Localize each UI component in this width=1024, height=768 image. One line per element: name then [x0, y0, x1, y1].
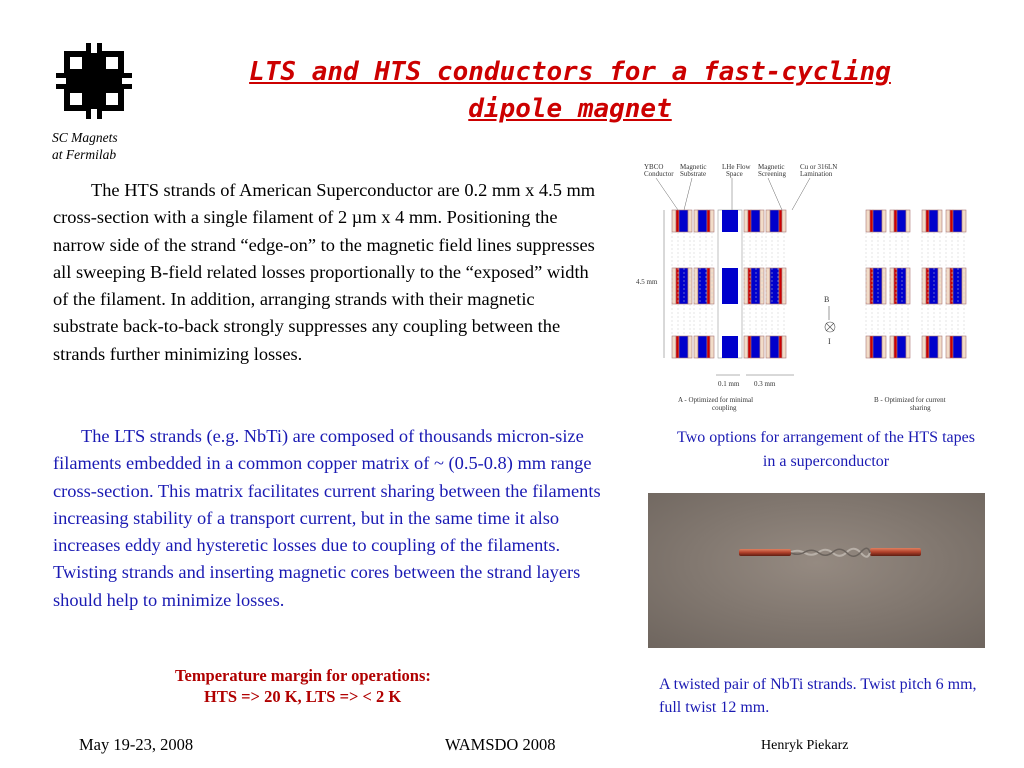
label-option-b: B - Optimized for current sharing	[874, 396, 946, 412]
tape-layer	[870, 268, 873, 304]
tape-layer	[953, 210, 962, 232]
tape-layer	[760, 210, 764, 232]
label-dim2: 0.3 mm	[754, 380, 776, 388]
tape-layer	[926, 336, 929, 358]
tape-layer	[676, 210, 679, 232]
label-option-a: A - Optimized for minimal coupling	[678, 396, 754, 412]
tape-layer	[950, 210, 953, 232]
tape-layer	[906, 210, 910, 232]
label-dim1: 0.1 mm	[718, 380, 740, 388]
tape-layer	[950, 336, 953, 358]
tape-layer	[710, 210, 714, 232]
label-b-field: B	[824, 295, 830, 304]
logo-caption	[52, 129, 118, 163]
tape-layer	[782, 336, 786, 358]
tape-layer	[894, 268, 897, 304]
tape-layer	[962, 210, 966, 232]
lts-paragraph	[53, 423, 601, 614]
tape-layer	[890, 268, 894, 304]
temperature-margin-line1: Temperature margin for operations:	[175, 666, 431, 685]
tape-layer	[707, 210, 710, 232]
tape-layer	[722, 210, 738, 232]
footer-date: May 19-23, 2008	[79, 735, 194, 754]
tape-layer	[698, 268, 707, 304]
tape-layer	[953, 336, 962, 358]
tape-layer	[953, 268, 962, 304]
tape-layer	[770, 268, 779, 304]
tape-layer	[873, 210, 882, 232]
tape-layer	[679, 336, 688, 358]
tape-layer	[938, 210, 942, 232]
tape-layer	[938, 336, 942, 358]
tape-layer	[882, 336, 886, 358]
tape-layer	[922, 336, 926, 358]
tape-layer	[748, 210, 751, 232]
tape-layer	[950, 268, 953, 304]
tape-layer	[744, 268, 748, 304]
tape-layer	[873, 268, 882, 304]
tape-layer	[707, 268, 710, 304]
tape-layer	[751, 336, 760, 358]
fermilab-logo-icon	[56, 43, 132, 119]
hts-paragraph-text: The HTS strands of American Superconductor are 0.2 mm x 4.5 mm cross-section with a single filament of 2 µm x 4 mm. Positioning the narrow side of the strand “edge-on” to the magnetic field lines suppresses all sweeping B-field related losses proportionally to the “exposed” width of the filament. In addition, arranging strands with their magnetic substrate back-to-back strongly suppresses any coupling between the strands further minimizing losses.	[53, 180, 596, 364]
label-cu: Cu or 316LN Lamination	[800, 163, 838, 178]
tape-layer	[766, 210, 770, 232]
tape-layer	[779, 210, 782, 232]
tape-layer	[698, 210, 707, 232]
tape-layer	[897, 336, 906, 358]
tape-layer	[698, 336, 707, 358]
tape-layer	[710, 336, 714, 358]
tape-layer	[962, 336, 966, 358]
tape-layer	[946, 336, 950, 358]
tape-layer	[946, 268, 950, 304]
tape-layer	[751, 268, 760, 304]
tape-layer	[694, 210, 698, 232]
tape-layer	[897, 268, 906, 304]
tape-layer	[760, 336, 764, 358]
label-ybco: YBCO Conductor	[644, 163, 674, 178]
photo-caption: A twisted pair of NbTi strands. Twist pitch 6 mm, full twist 12 mm.	[659, 676, 977, 716]
footer-conference: WAMSDO 2008	[445, 735, 556, 754]
tape-layer	[882, 210, 886, 232]
tape-layer	[748, 268, 751, 304]
tape-layer	[926, 268, 929, 304]
tape-layer	[770, 210, 779, 232]
tape-layer	[866, 210, 870, 232]
lts-paragraph-text: The LTS strands (e.g. NbTi) are composed of thousands micron-size filaments embedded in a common copper matrix of ~ (0.5-0.8) mm range cross-section. This matrix facilitates current sharing between the filaments increasing stability of a transport current, but in the same time it also increases eddy and hysteretic losses due to coupling of the filaments. Twisting strands and inserting magnetic cores between the strand layers should help to minimize losses.	[53, 426, 601, 610]
tape-layer	[922, 268, 926, 304]
tape-layer	[894, 210, 897, 232]
tape-layer	[744, 336, 748, 358]
tape-layer	[676, 268, 679, 304]
diagram-caption: Two options for arrangement of the HTS tapes in a superconductor	[677, 429, 975, 470]
tape-layer	[679, 268, 688, 304]
tape-layer	[694, 268, 698, 304]
tape-layer	[751, 210, 760, 232]
tape-layer	[770, 336, 779, 358]
tape-layer	[870, 336, 873, 358]
tape-layer	[722, 268, 738, 304]
tape-layer	[679, 210, 688, 232]
hts-paragraph	[53, 177, 599, 368]
tape-layer	[779, 268, 782, 304]
tape-layer	[766, 268, 770, 304]
tape-layer	[906, 336, 910, 358]
label-screening: Magnetic Screening	[758, 163, 786, 178]
tape-layer	[866, 268, 870, 304]
tape-layer	[897, 210, 906, 232]
tape-layer	[929, 210, 938, 232]
tape-layer	[929, 268, 938, 304]
logo-caption-line1: SC Magnets	[52, 130, 118, 145]
tape-layer	[890, 210, 894, 232]
tape-layer	[672, 336, 676, 358]
temperature-margin	[175, 665, 431, 707]
label-current: I	[828, 337, 831, 346]
tape-layer	[870, 210, 873, 232]
tape-layer	[672, 210, 676, 232]
tape-layer	[748, 336, 751, 358]
tape-layer	[946, 210, 950, 232]
label-substrate: Magnetic Substrate	[680, 163, 707, 178]
tape-layer	[873, 336, 882, 358]
twisted-pair-photo	[648, 493, 985, 648]
footer-author: Henryk Piekarz	[761, 738, 849, 753]
tape-layer	[890, 336, 894, 358]
tape-layer	[922, 210, 926, 232]
tape-layer	[707, 336, 710, 358]
tape-layer	[722, 336, 738, 358]
title-line2: dipole magnet	[468, 94, 672, 124]
tape-layer	[672, 268, 676, 304]
label-height: 4.5 mm	[636, 278, 658, 286]
tape-layer	[688, 210, 692, 232]
title-line1: LTS and HTS conductors for a fast-cycling	[249, 57, 891, 87]
slide-title	[170, 54, 970, 128]
tape-layer	[676, 336, 679, 358]
tape-layer	[929, 336, 938, 358]
tape-layer	[866, 336, 870, 358]
tape-layer	[744, 210, 748, 232]
temperature-margin-line2: HTS => 20 K, LTS => < 2 K	[204, 687, 402, 706]
tape-layer	[894, 336, 897, 358]
logo-caption-line2: at Fermilab	[52, 147, 117, 162]
tape-layer	[782, 210, 786, 232]
label-lhe: LHe Flow Space	[722, 163, 751, 178]
tape-layer	[926, 210, 929, 232]
hts-arrangement-diagram	[634, 160, 994, 415]
tape-layer	[779, 336, 782, 358]
tape-layer	[694, 336, 698, 358]
tape-layer	[688, 336, 692, 358]
tape-layer	[766, 336, 770, 358]
